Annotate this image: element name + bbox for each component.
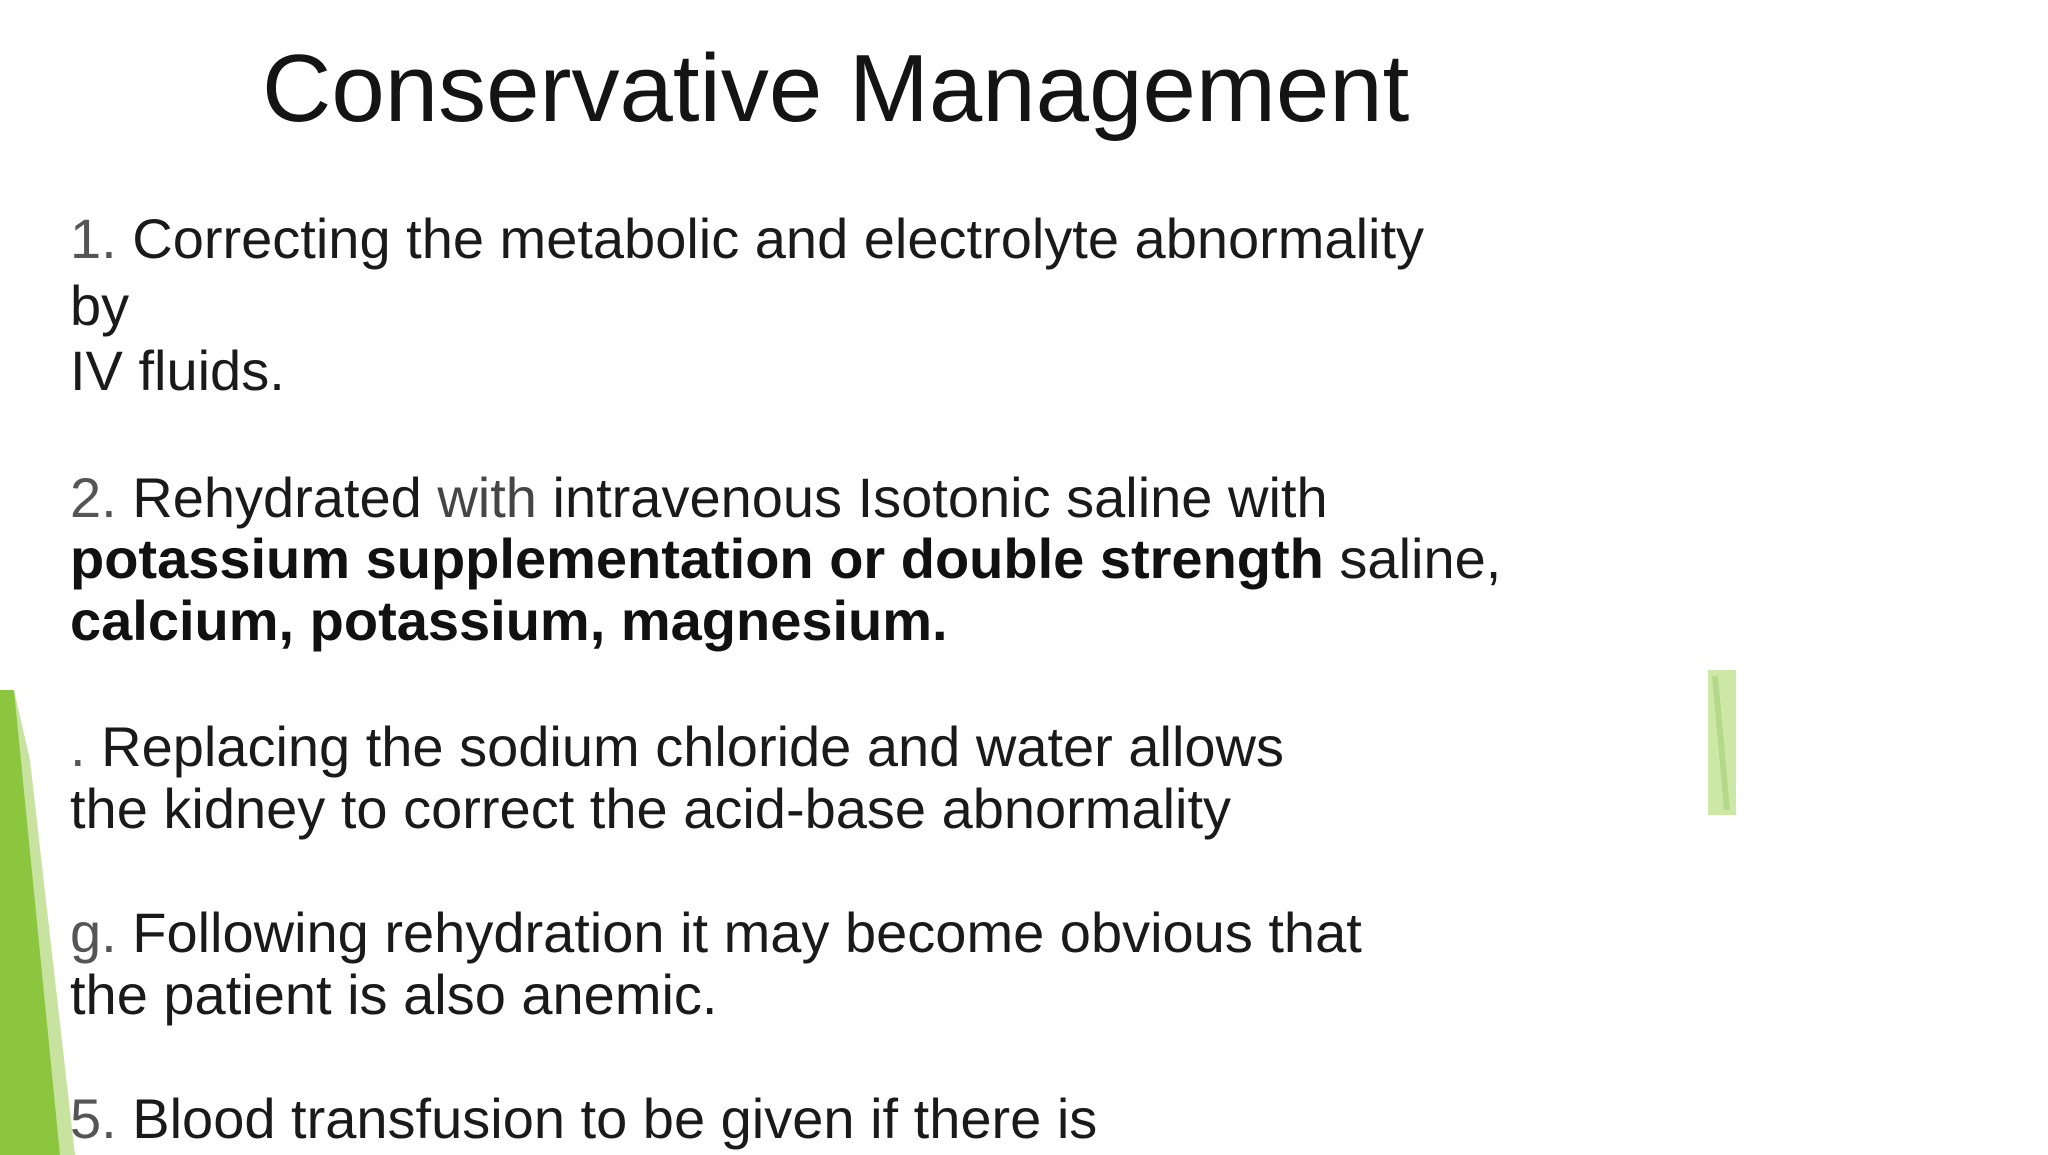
item-1-line-3: IV fluids. <box>70 339 285 402</box>
item-2-text-part-a: Rehydrated <box>132 466 422 529</box>
item-2-number: 2. <box>70 466 117 529</box>
item-1-text-line-1: Correcting the metabolic and electrolyte abnormality <box>132 207 1425 270</box>
item-4-line-1 <box>70 902 1362 964</box>
item-2-text-rest: saline, <box>1339 527 1502 590</box>
item-3-line-1 <box>70 716 1284 778</box>
item-2-line-1 <box>70 467 1328 529</box>
item-2-text-part-b: with <box>437 466 537 529</box>
item-2-line-3 <box>70 590 948 652</box>
item-2-text-part-c: intravenous Isotonic saline with <box>552 466 1328 529</box>
item-1-line-1 <box>70 208 1424 270</box>
slide-title: Conservative Management <box>262 35 1410 142</box>
item-1-number: 1. <box>70 207 117 270</box>
item-5-text-line-1: Blood transfusion to be given if there is <box>132 1087 1098 1150</box>
item-4-line-2: the patient is also anemic. <box>70 963 718 1026</box>
item-3-number: . <box>70 715 86 778</box>
item-5-line-1 <box>70 1088 1097 1150</box>
item-4-number: g. <box>70 901 117 964</box>
item-1-line-2: by <box>70 274 130 337</box>
item-5-number: 5. <box>70 1087 117 1150</box>
item-4-text-line-1: Following rehydration it may become obvious that <box>132 901 1362 964</box>
item-3-text-line-1: Replacing the sodium chloride and water allows <box>101 715 1284 778</box>
item-2-line-2 <box>70 528 1501 590</box>
item-3-line-2: the kidney to correct the acid-base abnormality <box>70 777 1232 840</box>
item-2-bold-text: potassium supplementation or double strength <box>70 527 1324 590</box>
item-2-bold-line-3: calcium, potassium, magnesium. <box>70 589 948 652</box>
